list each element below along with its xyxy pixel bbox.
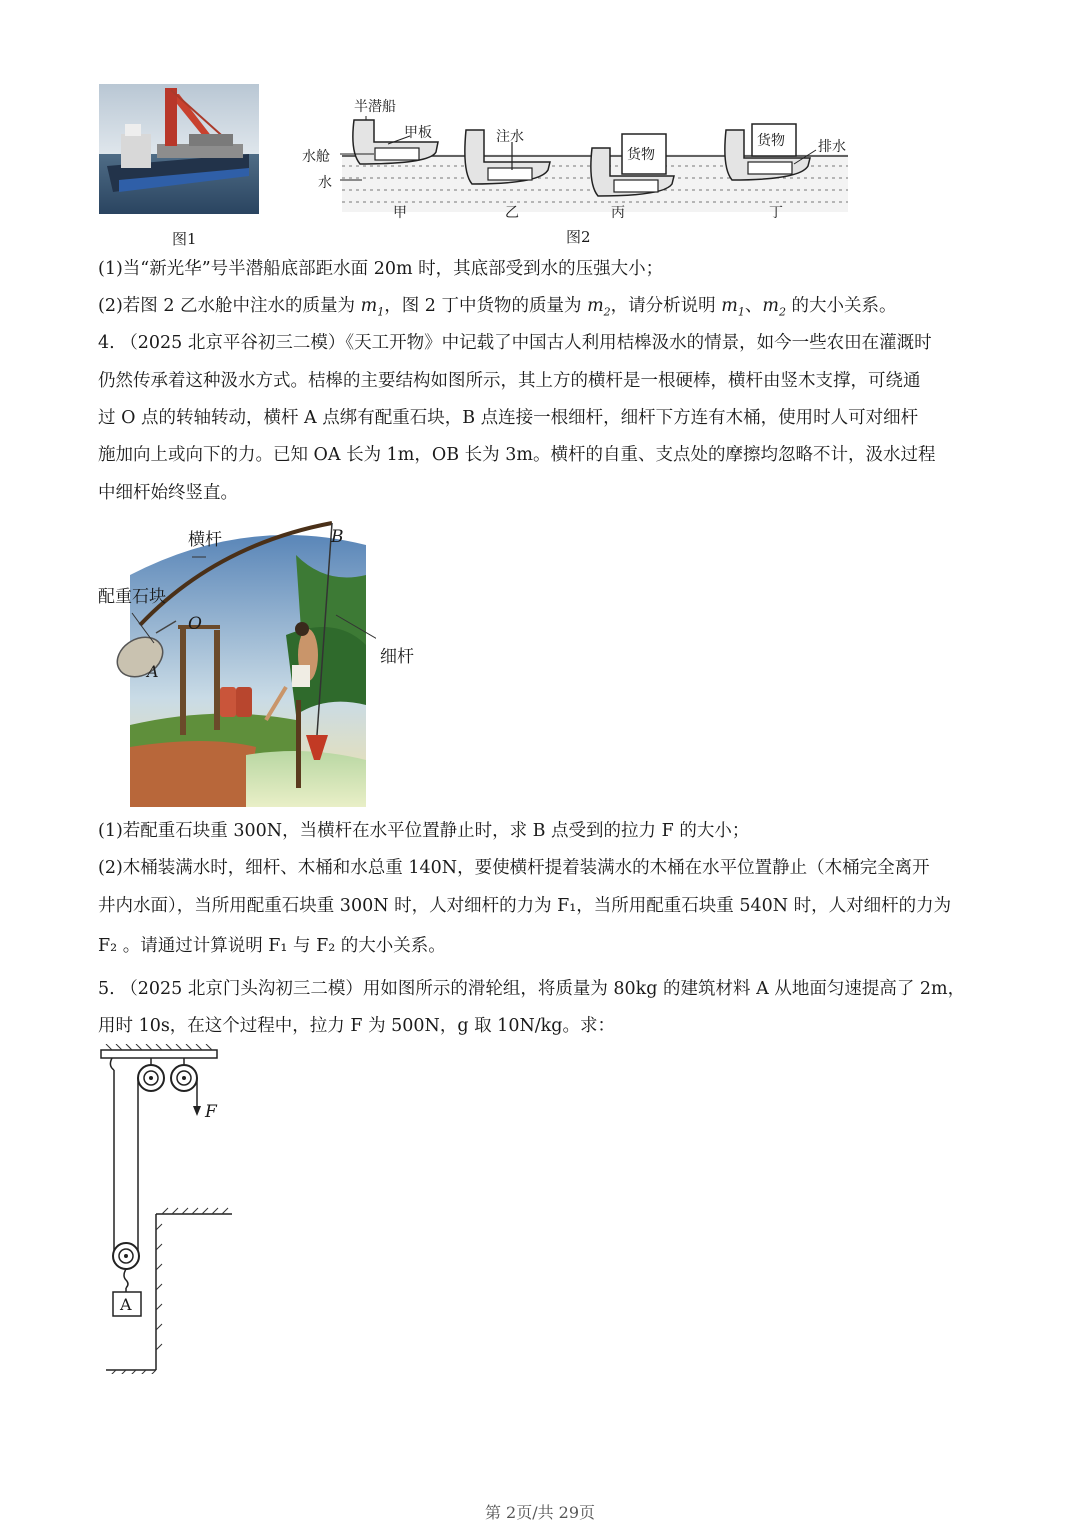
- q4-label-counterweight: 配重石块: [98, 587, 166, 607]
- q3-part1: (1)当“新光华”号半潜船底部距水面 20m 时，其底部受到水的压强大小；: [98, 259, 664, 279]
- q4-intro-line1: 4. （2025 北京平谷初三二模）《天工开物》中记载了中国古人利用桔槔汲水的情景，如今一些农田在灌溉时: [98, 333, 932, 353]
- page-footer: 第 2页/共 29页: [484, 1503, 596, 1522]
- fig2-label-ship: 半潜船: [354, 99, 396, 115]
- q5-intro-line1: 5. （2025 北京门头沟初三二模）用如图所示的滑轮组，将质量为 80kg 的建筑材料 A 从地面匀速提高了 2m，: [98, 979, 966, 999]
- fig2-label-cargo-c: 货物: [627, 147, 655, 163]
- q4-label-O: O: [188, 614, 202, 634]
- q4-label-beam: 横杆: [188, 530, 222, 550]
- q4-part1: (1)若配重石块重 300N，当横杆在水平位置静止时，求 B 点受到的拉力 F 的大小；: [98, 821, 750, 841]
- q4-label-rod: 细杆: [380, 647, 414, 667]
- q4-label-B: B: [331, 527, 344, 547]
- q5-label-force: F: [205, 1102, 217, 1122]
- fig2-stage-d: 丁: [769, 205, 783, 221]
- fig2-stage-a: 甲: [393, 205, 407, 221]
- fig2-label-tank: 水舱: [302, 149, 330, 165]
- fig2-label-water: 水: [318, 175, 332, 191]
- q4-part2-line2: 井内水面），当所用配重石块重 300N 时，人对细杆的力为 F₁，当所用配重石块重 540N 时，人对细杆的力为: [98, 896, 952, 916]
- figure-1-photo: [99, 84, 259, 214]
- q5-label-block: A: [120, 1295, 132, 1314]
- q5-intro-line2: 用时 10s，在这个过程中，拉力 F 为 500N，g 取 10N/kg。求：: [98, 1016, 615, 1036]
- fig2-label-inject: 注水: [496, 129, 524, 145]
- figure-1-caption: 图1: [172, 230, 197, 248]
- q4-label-A: A: [147, 662, 159, 681]
- fig2-stage-c: 丙: [611, 205, 625, 221]
- well-sweep-illustration: [96, 515, 376, 807]
- fig2-label-deck: 甲板: [404, 125, 432, 141]
- pulley-system-diagram: [96, 1044, 246, 1374]
- q3-part2: (2)若图 2 乙水舱中注水的质量为 $m_1$，图 2 丁中货物的质量为 $m_2$，请分析说明 $m_1$、$m_2$ 的大小关系。: [98, 296, 897, 319]
- q4-part2-line1: (2)木桶装满水时，细杆、木桶和水总重 140N，要使横杆提着装满水的木桶在水平位置静止（木桶完全离开: [98, 858, 930, 878]
- fig2-label-drain: 排水: [818, 139, 846, 155]
- q4-intro-line4: 施加向上或向下的力。已知 OA 长为 1m，OB 长为 3m。横杆的自重、支点处的摩擦均忽略不计，汲水过程: [98, 445, 936, 465]
- fig2-stage-b: 乙: [505, 205, 519, 221]
- q4-intro-line3: 过 O 点的转轴转动，横杆 A 点绑有配重石块，B 点连接一根细杆，细杆下方连有木桶，使用时人可对细杆: [98, 408, 919, 428]
- q4-intro-line2: 仍然传承着这种汲水方式。桔槔的主要结构如图所示，其上方的横杆是一根硬棒，横杆由竖木支撑，可绕通: [98, 371, 921, 391]
- q4-intro-line5: 中细杆始终竖直。: [98, 483, 238, 503]
- figure-2-caption: 图2: [566, 228, 591, 246]
- q4-part2-line3: F₂ 。请通过计算说明 F₁ 与 F₂ 的大小关系。: [98, 936, 446, 956]
- fig2-label-cargo-d: 货物: [757, 133, 785, 149]
